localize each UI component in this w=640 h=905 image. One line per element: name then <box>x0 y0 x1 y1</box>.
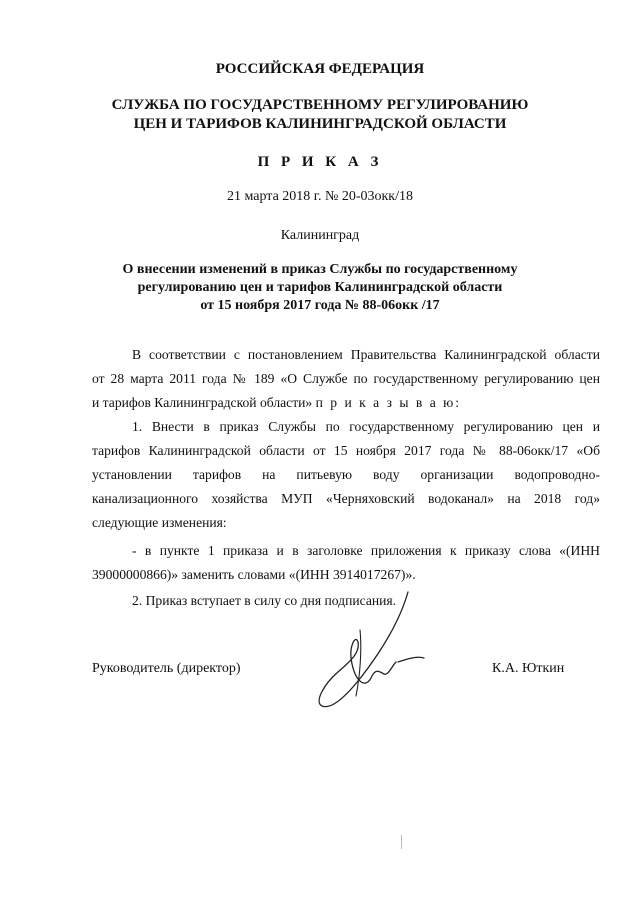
item1-line2: тарифов Калининградской области от 15 ноября 2017 года № 88-06окк/17 «Об <box>92 443 600 458</box>
subitem-line2: 39000000866)» заменить словами «(ИНН 3914017267)». <box>92 567 416 582</box>
signatory-name: К.А. Юткин <box>492 661 565 676</box>
subject-line2: регулированию цен и тарифов Калининградской области <box>137 280 503 295</box>
country-title: РОССИЙСКАЯ ФЕДЕРАЦИЯ <box>215 61 425 77</box>
date-number: 21 марта 2018 г. № 20-03окк/18 <box>227 189 413 204</box>
agency-title-line2: ЦЕН И ТАРИФОВ КАЛИНИНГРАДСКОЙ ОБЛАСТИ <box>133 116 507 132</box>
item1-line4: канализационного хозяйства МУП «Черняховский водоканал» на 2018 год» <box>92 491 600 506</box>
intro-line1: В соответствии с постановлением Правительства Калининградской области <box>132 347 600 362</box>
order-word: п р и к а з ы в а ю: <box>315 395 462 410</box>
agency-title-line1: СЛУЖБА ПО ГОСУДАРСТВЕННОМУ РЕГУЛИРОВАНИЮ <box>111 97 529 113</box>
handwritten-signature <box>300 580 440 720</box>
item1-line1: 1. Внести в приказ Службы по государственному регулированию цен и <box>132 419 600 434</box>
intro-line3-text: и тарифов Калининградской области» <box>92 395 313 410</box>
page-mark <box>401 835 402 849</box>
signatory-position: Руководитель (директор) <box>92 661 241 676</box>
doc-type: П Р И К А З <box>257 154 383 170</box>
item2: 2. Приказ вступает в силу со дня подписания. <box>132 593 397 608</box>
city: Калининград <box>280 228 360 243</box>
item1-line3: установлении тарифов на питьевую воду организации водопроводно- <box>92 467 600 482</box>
item1-line5: следующие изменения: <box>92 515 227 530</box>
intro-line3 <box>92 391 600 415</box>
subject-line3: от 15 ноября 2017 года № 88-06окк /17 <box>200 298 440 313</box>
intro-line2: от 28 марта 2011 года № 189 «О Службе по государственному регулированию цен <box>92 371 600 386</box>
subitem-line1: - в пункте 1 приказа и в заголовке приложения к приказу слова «(ИНН <box>132 543 600 558</box>
subject-line1: О внесении изменений в приказ Службы по государственному <box>122 262 518 277</box>
